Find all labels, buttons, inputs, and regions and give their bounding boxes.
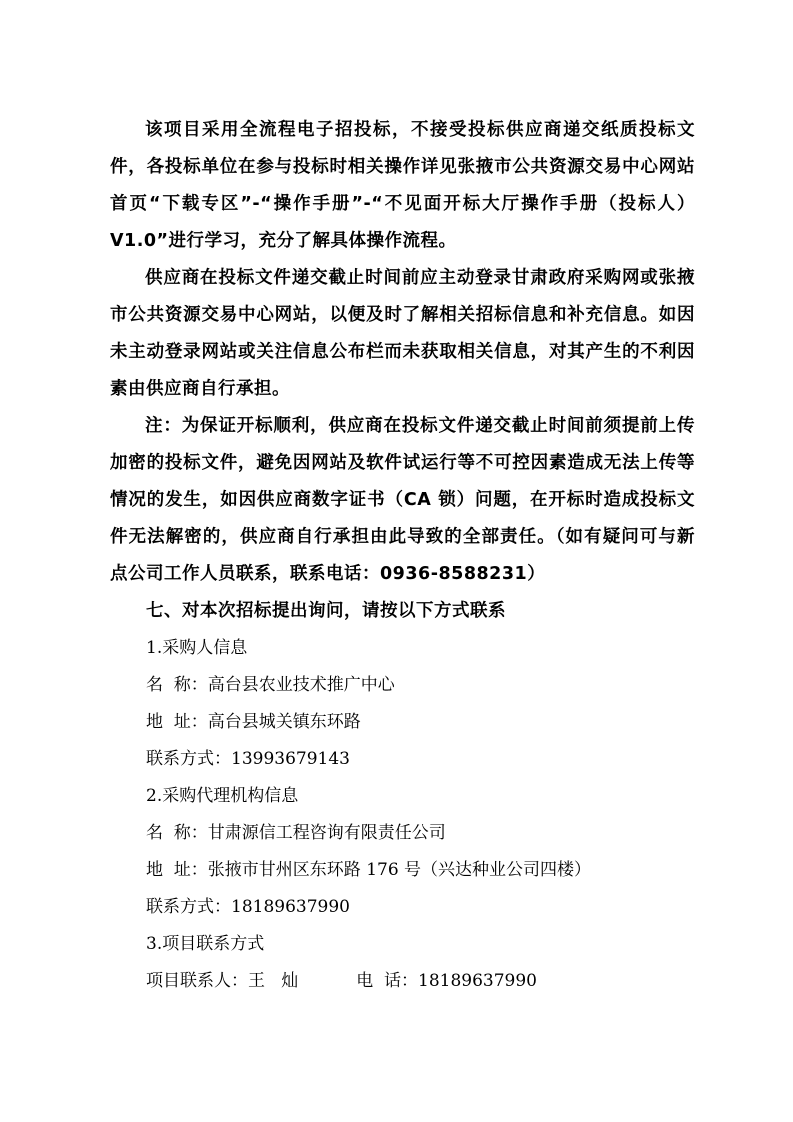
page-content: [110, 112, 695, 1000]
project-contact-title: 3.项目联系方式: [146, 934, 265, 954]
project-contact-line: [110, 963, 695, 1000]
agency-info-title: 2.采购代理机构信息: [146, 786, 299, 806]
project-contact-person: 项目联系人：王 灿: [146, 971, 299, 991]
agency-name: 名 称：甘肃源信工程咨询有限责任公司: [146, 823, 446, 843]
purchaser-name: 名 称：高台县农业技术推广中心: [146, 675, 395, 695]
section-heading-contact: 七、对本次招标提出询问，请按以下方式联系: [146, 601, 506, 621]
paragraph-upload-note: 注：为保证开标顺利，供应商在投标文件递交截止时间前须提前上传加密的投标文件，避免因网站及软件试运行等不可控因素造成无法上传等情况的发生，如因供应商数字证书（CA 锁）问题，在开标时造成投标文件无法解密的，供应商自行承担由此导致的全部责任。（如有疑问可与新点公司工作人员联系，联系电话：0936-8588231）: [110, 416, 695, 584]
agency-address: 地 址：张掖市甘州区东环路 176 号（兴达种业公司四楼）: [146, 860, 592, 880]
purchaser-info-title: 1.采购人信息: [146, 638, 248, 658]
project-contact-phone: 电 话：18189637990: [356, 971, 538, 991]
paragraph-login-notice: 供应商在投标文件递交截止时间前应主动登录甘肃政府采购网或张掖市公共资源交易中心网站，以便及时了解相关招标信息和补充信息。如因未主动登录网站或关注信息公布栏而未获取相关信息，对其产生的不利因素由供应商自行承担。: [110, 268, 695, 399]
agency-contact: 联系方式：18189637990: [146, 897, 350, 917]
purchaser-address: 地 址：高台县城关镇东环路: [146, 712, 361, 732]
paragraph-electronic-bidding: 该项目采用全流程电子招投标，不接受投标供应商递交纸质投标文件，各投标单位在参与投标时相关操作详见张掖市公共资源交易中心网站首页“下载专区”-“操作手册”-“不见面开标大厅操作手册（投标人）V1.0”进行学习，充分了解具体操作流程。: [110, 120, 695, 251]
purchaser-contact: 联系方式：13993679143: [146, 749, 350, 769]
